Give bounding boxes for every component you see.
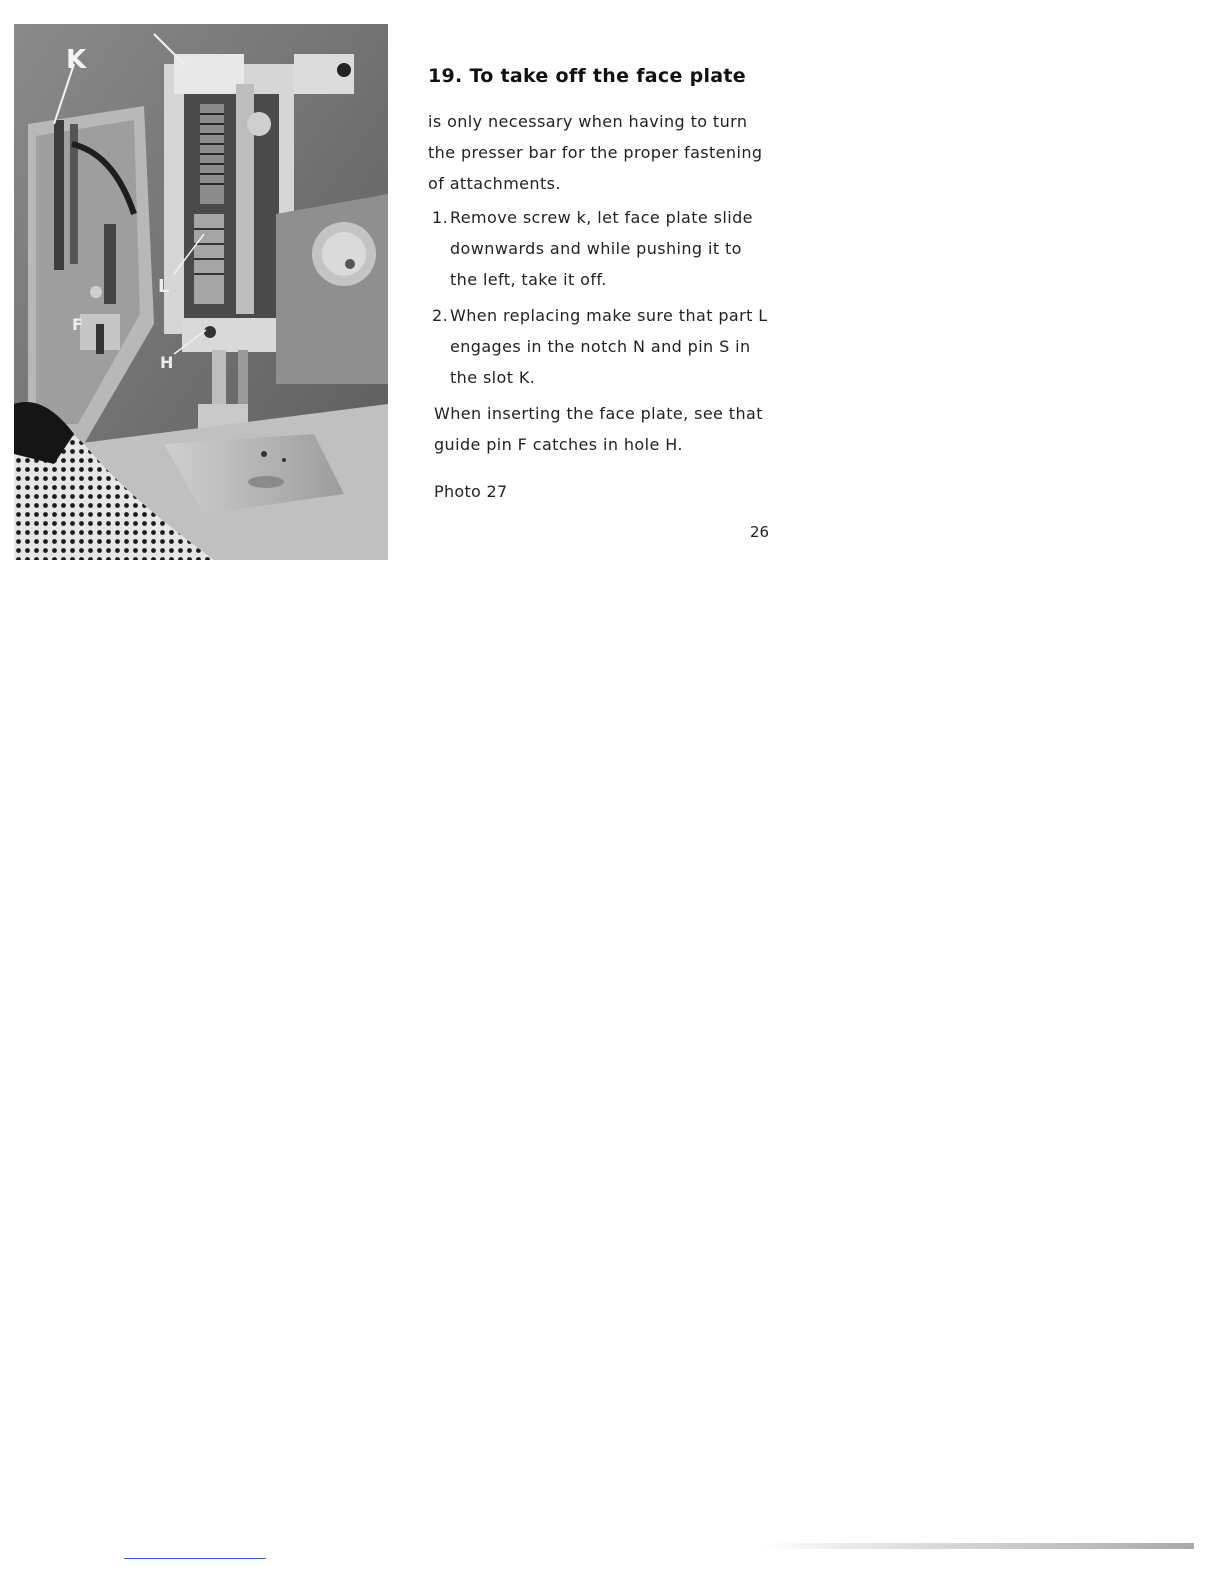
step-text: Remove screw k, let face plate slide downwards and while pushing it to the left, take it off.: [450, 208, 753, 289]
steps-list: [428, 202, 773, 393]
instruction-text: [428, 60, 773, 507]
step-text: When replacing make sure that part L engages in the notch N and pin S in the slot K.: [450, 306, 768, 387]
scan-artifact-strip: [758, 1543, 1194, 1549]
page-number: 26: [750, 523, 770, 541]
photo-label-l: L: [158, 276, 170, 297]
list-item: [428, 202, 773, 295]
intro-paragraph: is only necessary when having to turn the presser bar for the proper fastening of attachments.: [428, 112, 763, 193]
photo-reference: Photo 27: [434, 482, 508, 501]
sewing-machine-photo: [14, 24, 388, 560]
note-paragraph: When inserting the face plate, see that guide pin F catches in hole H.: [434, 404, 763, 454]
photo-label-h: H: [160, 353, 174, 372]
list-item: [428, 300, 773, 393]
step-number: 2.: [432, 306, 449, 325]
photo-label-f: F: [72, 315, 83, 334]
step-number: 1.: [432, 208, 449, 227]
photo-label-k: K: [66, 45, 87, 75]
scan-artifact-line: [124, 1558, 266, 1559]
section-heading: 19. To take off the face plate: [428, 65, 746, 87]
